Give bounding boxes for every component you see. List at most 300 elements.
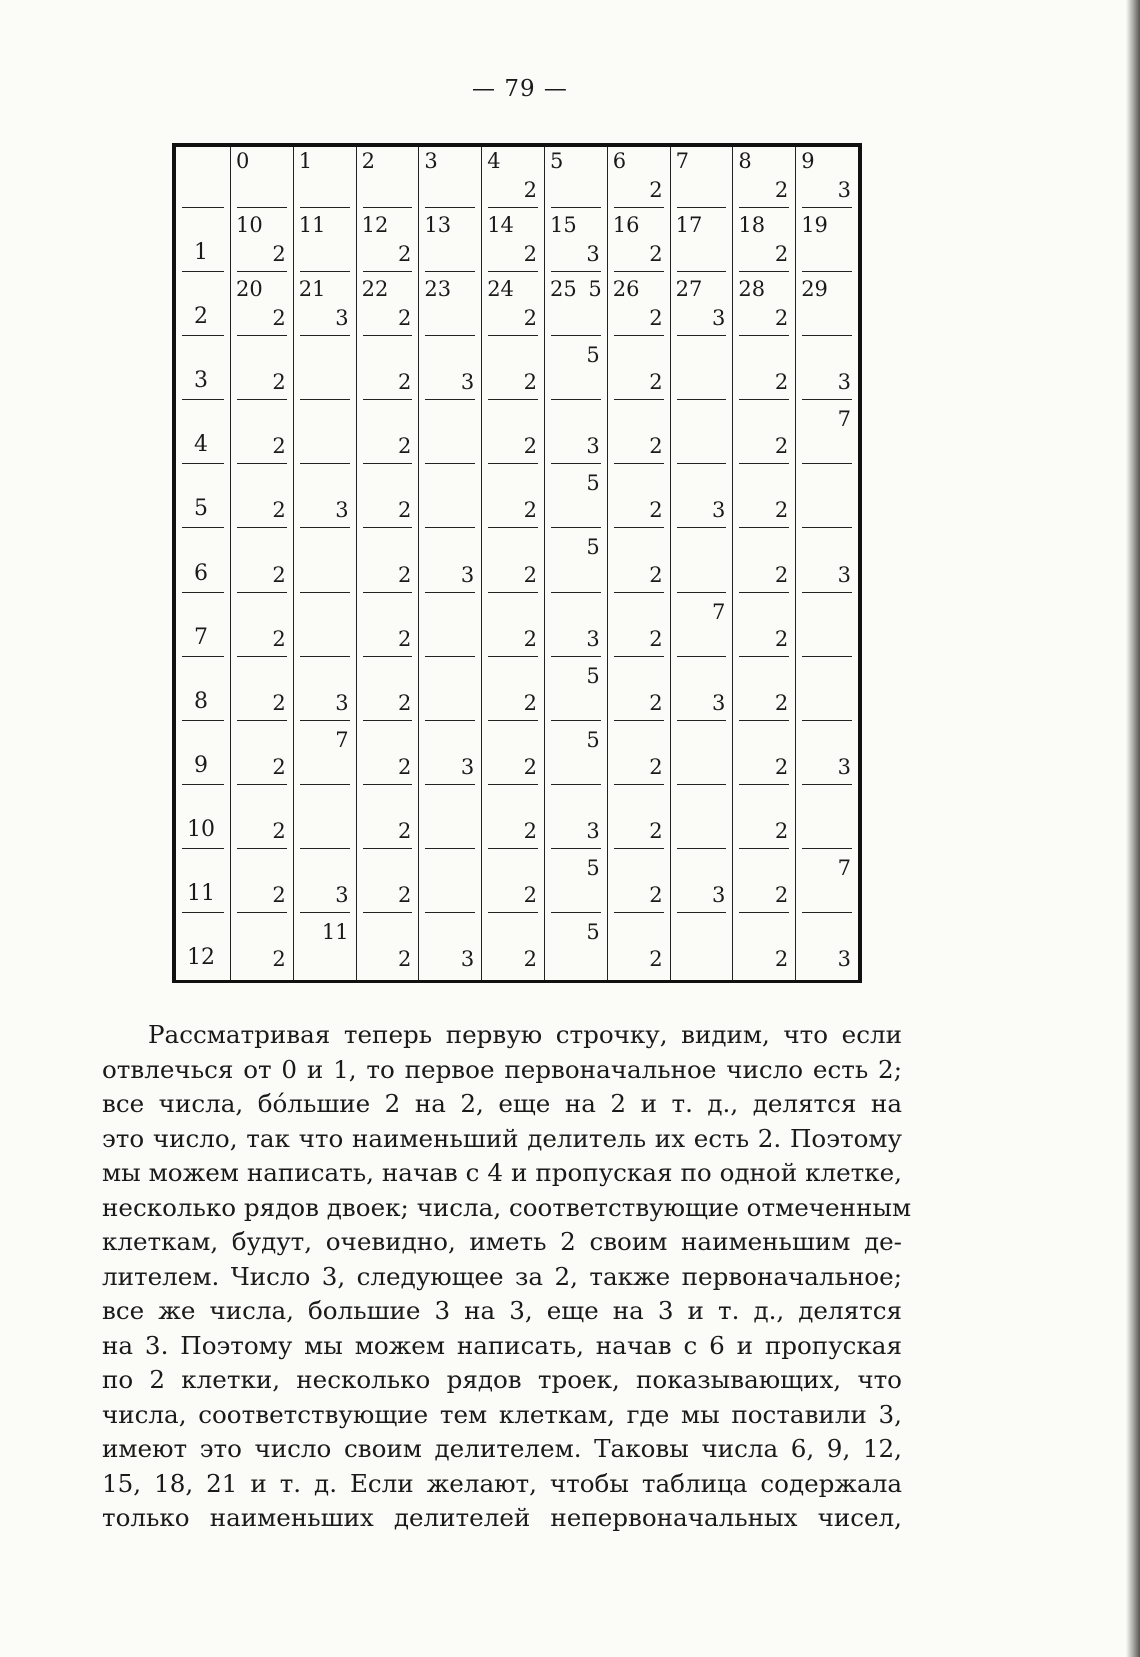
- table-cell: [356, 275, 419, 339]
- cell-divisor: 2: [523, 818, 537, 843]
- paragraph-line: мы можем написать, начав с 4 и пропуская по одной клетке,: [102, 1158, 902, 1187]
- table-cell: [670, 660, 733, 724]
- table-cell: [356, 852, 419, 916]
- table-cell: [732, 788, 795, 852]
- cell-divisor: 2: [649, 754, 663, 779]
- table-cell: [293, 788, 356, 852]
- cell-number: 26: [612, 277, 640, 302]
- cell-divisor: 3: [460, 370, 475, 395]
- table-cell: [795, 147, 858, 211]
- cell-divisor: 2: [774, 242, 789, 267]
- cell-divisor: 3: [586, 242, 600, 267]
- cell-divisor: 2: [774, 946, 789, 971]
- cell-divisor: 2: [398, 370, 412, 395]
- cell-divisor: 2: [398, 882, 412, 907]
- table-cell: [293, 275, 356, 339]
- table-cell: [293, 531, 356, 595]
- body-paragraph: [102, 1018, 912, 1536]
- table-cell: [795, 852, 858, 916]
- cell-divisor: 2: [272, 242, 286, 267]
- cell-divisor: 3: [837, 370, 851, 395]
- table-cell: [670, 596, 733, 660]
- table-cell: [607, 660, 670, 724]
- cell-divisor: 2: [523, 690, 537, 715]
- table-cell: [418, 339, 481, 403]
- page-edge-shadow: [1126, 0, 1140, 1657]
- cell-divisor: 3: [586, 626, 600, 651]
- cell-divisor: 2: [523, 370, 537, 395]
- cell-divisor: 5: [588, 277, 602, 302]
- row-label-cell: [176, 467, 230, 531]
- cell-number: 3: [424, 149, 438, 173]
- table-cell: [670, 467, 733, 531]
- table-cell: [481, 403, 544, 467]
- cell-divisor: 2: [398, 434, 412, 459]
- table-cell: [230, 724, 293, 788]
- cell-number: 6: [612, 149, 627, 173]
- table-cell: [356, 339, 419, 403]
- table-cell: [544, 724, 607, 788]
- cell-number: 5: [549, 149, 564, 173]
- cell-divisor: 2: [649, 690, 663, 715]
- cell-divisor: 3: [712, 882, 726, 907]
- cell-divisor: 2: [774, 370, 789, 395]
- table-cell: [481, 660, 544, 724]
- table-cell: [230, 596, 293, 660]
- table-cell: [230, 211, 293, 275]
- table-cell: [293, 660, 356, 724]
- cell-divisor: 2: [523, 306, 537, 331]
- row-label-cell: [176, 531, 230, 595]
- cell-divisor: 3: [586, 434, 600, 459]
- table-cell: [544, 467, 607, 531]
- cell-divisor: 2: [272, 306, 286, 331]
- cell-number: 15: [549, 213, 577, 238]
- cell-number: 21: [298, 277, 326, 302]
- cell-divisor: 2: [649, 434, 663, 459]
- cell-number: 28: [738, 277, 766, 302]
- paragraph-line: все же числа, большие 3 на 3, еще на 3 и т. д., делятся: [102, 1296, 902, 1325]
- row-label-cell: [176, 660, 230, 724]
- row-label: 8: [194, 688, 208, 714]
- cell-divisor: 2: [649, 178, 663, 203]
- cell-number: 22: [361, 277, 389, 302]
- table-cell: [481, 724, 544, 788]
- cell-number: 13: [424, 213, 452, 238]
- table-cell: [230, 339, 293, 403]
- paragraph-line: Рассматривая теперь первую строчку, видим, что если: [148, 1020, 902, 1049]
- cell-divisor: 5: [586, 535, 600, 560]
- table-cell: [418, 660, 481, 724]
- row-label-cell: [176, 275, 230, 339]
- cell-divisor: 2: [774, 690, 789, 715]
- table-cell: [418, 724, 481, 788]
- table-cell: [481, 211, 544, 275]
- cell-divisor: 2: [649, 818, 663, 843]
- cell-divisor: 2: [398, 690, 412, 715]
- table-cell: [356, 147, 419, 211]
- cell-divisor: 2: [272, 946, 286, 971]
- table-cell: [732, 531, 795, 595]
- table-cell: [670, 852, 733, 916]
- table-cell: [418, 531, 481, 595]
- table-cell: [732, 147, 795, 211]
- cell-divisor: 2: [523, 178, 537, 203]
- row-label: 10: [187, 816, 215, 842]
- table-cell: [356, 211, 419, 275]
- cell-divisor: 2: [398, 306, 412, 331]
- table-cell: [670, 275, 733, 339]
- table-cell: [795, 916, 858, 980]
- cell-divisor: 2: [649, 498, 663, 523]
- cell-divisor: 2: [523, 946, 537, 971]
- cell-divisor: 2: [272, 434, 286, 459]
- paragraph-line: на 3. Поэтому мы можем написать, начав с 6 и пропуская: [102, 1330, 902, 1360]
- table-cell: [795, 467, 858, 531]
- table-cell: [418, 596, 481, 660]
- row-label-cell: [176, 852, 230, 916]
- cell-divisor: 3: [460, 754, 475, 779]
- row-label-cell: [176, 788, 230, 852]
- table-cell: [544, 660, 607, 724]
- table-cell: [481, 467, 544, 531]
- cell-divisor: 2: [649, 946, 663, 971]
- cell-number: 12: [361, 213, 389, 238]
- table-cell: [607, 403, 670, 467]
- cell-divisor: 7: [837, 855, 851, 880]
- cell-divisor: 2: [774, 818, 789, 843]
- table-cell: [795, 275, 858, 339]
- table-cell: [732, 211, 795, 275]
- table-cell: [544, 596, 607, 660]
- cell-divisor: 2: [398, 818, 412, 843]
- table-cell: [732, 724, 795, 788]
- table-cell: [732, 403, 795, 467]
- row-label: 11: [187, 880, 215, 906]
- paragraph-line: все числа, бóльшие 2 на 2, еще на 2 и т. д., делятся на: [102, 1089, 902, 1118]
- cell-divisor: 2: [398, 626, 412, 651]
- cell-divisor: 3: [335, 498, 349, 523]
- row-label: 9: [194, 752, 208, 778]
- cell-divisor: 3: [586, 818, 600, 843]
- row-label: 7: [194, 624, 208, 650]
- table-cell: [293, 339, 356, 403]
- table-cell: [795, 211, 858, 275]
- table-cell: [607, 339, 670, 403]
- table-cell: [293, 211, 356, 275]
- page-number: — 79 —: [472, 76, 568, 102]
- table-cell: [293, 596, 356, 660]
- cell-number: 0: [236, 149, 250, 173]
- table-cell: [356, 916, 419, 980]
- table-cell: [418, 275, 481, 339]
- table-cell: [544, 531, 607, 595]
- cell-number: 16: [612, 213, 640, 238]
- cell-divisor: 3: [712, 690, 726, 715]
- cell-number: 4: [487, 149, 501, 173]
- row-label-cell: [176, 339, 230, 403]
- cell-divisor: 2: [272, 498, 286, 523]
- cell-divisor: 3: [837, 754, 851, 779]
- table-cell: [230, 147, 293, 211]
- table-cell: [607, 211, 670, 275]
- table-cell: [230, 788, 293, 852]
- row-label: 5: [194, 496, 208, 522]
- cell-number: 29: [801, 277, 828, 302]
- table-cell: [356, 788, 419, 852]
- table-cell: [293, 724, 356, 788]
- table-cell: [418, 467, 481, 531]
- divisor-table-grid: [176, 147, 858, 980]
- cell-divisor: 3: [460, 946, 475, 971]
- cell-divisor: 5: [586, 727, 600, 752]
- cell-divisor: 3: [712, 306, 726, 331]
- cell-number: 8: [738, 149, 752, 173]
- cell-divisor: 2: [398, 754, 412, 779]
- cell-number: 10: [236, 213, 263, 238]
- cell-divisor: 5: [586, 343, 600, 368]
- paragraph-line: отвлечься от 0 и 1, то первое первоначальное число есть 2;: [102, 1054, 902, 1084]
- table-cell: [418, 788, 481, 852]
- table-cell: [230, 275, 293, 339]
- paragraph-line: это число, так что наименьший делитель их есть 2. Поэтому: [102, 1123, 902, 1153]
- table-cell: [481, 275, 544, 339]
- cell-divisor: 7: [335, 727, 349, 752]
- table-cell: [481, 147, 544, 211]
- row-label: 4: [194, 432, 208, 458]
- table-cell: [732, 275, 795, 339]
- table-cell: [670, 916, 733, 980]
- cell-divisor: 2: [774, 498, 789, 523]
- table-cell: [293, 852, 356, 916]
- cell-divisor: 7: [837, 407, 851, 432]
- table-cell: [607, 852, 670, 916]
- cell-number: 18: [738, 213, 766, 238]
- cell-divisor: 3: [837, 178, 851, 203]
- table-cell: [356, 596, 419, 660]
- table-cell: [293, 916, 356, 980]
- divisor-table: [172, 143, 862, 983]
- table-cell: [795, 660, 858, 724]
- table-cell: [544, 852, 607, 916]
- cell-divisor: 5: [586, 663, 600, 688]
- cell-divisor: 2: [774, 562, 789, 587]
- row-label-cell: [176, 916, 230, 980]
- paragraph-line: имеют это число своим делителем. Таковы числа 6, 9, 12,: [102, 1434, 902, 1463]
- table-cell: [418, 403, 481, 467]
- cell-divisor: 2: [774, 882, 789, 907]
- paragraph-line: лителем. Число 3, следующее за 2, также первоначальное;: [102, 1261, 902, 1291]
- table-cell: [732, 596, 795, 660]
- table-cell: [481, 596, 544, 660]
- paragraph-line: только наименьших делителей непервоначальных чисел,: [102, 1503, 902, 1532]
- row-label: 1: [194, 240, 208, 266]
- cell-number: 2: [361, 149, 375, 173]
- table-cell: [795, 403, 858, 467]
- table-cell: [544, 275, 607, 339]
- table-cell: [356, 467, 419, 531]
- table-cell: [481, 339, 544, 403]
- table-cell: [481, 788, 544, 852]
- cell-divisor: 2: [398, 242, 412, 267]
- table-cell: [795, 724, 858, 788]
- table-cell: [732, 852, 795, 916]
- table-cell: [356, 403, 419, 467]
- cell-number: 14: [487, 213, 514, 238]
- table-cell: [670, 211, 733, 275]
- table-cell: [418, 147, 481, 211]
- cell-divisor: 3: [837, 562, 851, 587]
- table-cell: [293, 403, 356, 467]
- table-cell: [607, 788, 670, 852]
- table-cell: [544, 147, 607, 211]
- row-label: 12: [187, 944, 215, 970]
- cell-divisor: 2: [272, 882, 286, 907]
- cell-divisor: 2: [774, 626, 789, 651]
- cell-number: 7: [675, 149, 689, 173]
- table-cell: [544, 788, 607, 852]
- cell-number: 9: [801, 149, 815, 173]
- cell-divisor: 2: [272, 626, 286, 651]
- cell-divisor: 2: [523, 754, 537, 779]
- table-cell: [481, 531, 544, 595]
- cell-divisor: 3: [335, 306, 349, 331]
- table-cell: [230, 852, 293, 916]
- table-cell: [670, 339, 733, 403]
- table-cell: [356, 531, 419, 595]
- table-cell: [293, 467, 356, 531]
- cell-number: 1: [298, 149, 313, 173]
- table-cell: [356, 724, 419, 788]
- cell-divisor: 3: [460, 562, 475, 587]
- table-cell: [795, 788, 858, 852]
- paragraph-line: числа, соответствующие тем клеткам, где мы поставили 3,: [102, 1399, 902, 1429]
- table-cell: [795, 596, 858, 660]
- cell-divisor: 2: [649, 306, 663, 331]
- row-label: 6: [194, 560, 208, 586]
- table-cell: [670, 147, 733, 211]
- cell-divisor: 2: [272, 370, 286, 395]
- cell-divisor: 2: [523, 242, 537, 267]
- cell-divisor: 11: [321, 919, 349, 944]
- cell-divisor: 2: [272, 754, 286, 779]
- cell-number: 19: [801, 213, 828, 238]
- table-cell: [356, 660, 419, 724]
- table-cell: [732, 660, 795, 724]
- paragraph-line: по 2 клетки, несколько рядов троек, показывающих, что: [102, 1365, 902, 1394]
- table-cell: [418, 852, 481, 916]
- table-cell: [230, 660, 293, 724]
- table-cell: [732, 916, 795, 980]
- table-cell: [230, 531, 293, 595]
- cell-divisor: 2: [649, 626, 663, 651]
- table-cell: [544, 403, 607, 467]
- table-cell: [607, 531, 670, 595]
- table-cell: [732, 339, 795, 403]
- cell-divisor: 3: [837, 946, 851, 971]
- table-cell: [230, 403, 293, 467]
- cell-number: 27: [675, 277, 703, 302]
- paragraph-line: клеткам, будут, очевидно, иметь 2 своим наименьшим де-: [102, 1227, 902, 1256]
- row-label: 3: [194, 368, 208, 394]
- table-cell: [418, 211, 481, 275]
- cell-divisor: 2: [649, 242, 663, 267]
- cell-number: 23: [424, 277, 452, 302]
- cell-divisor: 2: [398, 946, 412, 971]
- cell-divisor: 2: [523, 434, 537, 459]
- table-cell: [418, 916, 481, 980]
- cell-divisor: 2: [398, 498, 412, 523]
- table-cell: [481, 852, 544, 916]
- cell-divisor: 2: [649, 562, 663, 587]
- table-cell: [544, 916, 607, 980]
- cell-divisor: 2: [774, 434, 789, 459]
- table-cell: [670, 724, 733, 788]
- cell-divisor: 2: [523, 626, 537, 651]
- cell-number: 11: [298, 213, 326, 238]
- table-cell: [607, 275, 670, 339]
- paragraph-line: 15, 18, 21 и т. д. Если желают, чтобы таблица содержала: [102, 1468, 902, 1498]
- paragraph-line: несколько рядов двоек; числа, соответствующие отмеченным: [102, 1192, 912, 1222]
- cell-divisor: 3: [335, 690, 349, 715]
- cell-divisor: 2: [272, 818, 286, 843]
- cell-divisor: 2: [272, 690, 286, 715]
- cell-divisor: 2: [272, 562, 286, 587]
- table-cell: [293, 147, 356, 211]
- table-cell: [481, 916, 544, 980]
- table-cell: [544, 211, 607, 275]
- cell-divisor: 5: [586, 855, 600, 880]
- cell-number: 17: [675, 213, 703, 238]
- row-label: 2: [194, 304, 208, 330]
- cell-divisor: 2: [398, 562, 412, 587]
- table-cell: [670, 531, 733, 595]
- table-cell: [607, 724, 670, 788]
- table-cell: [732, 467, 795, 531]
- table-cell: [607, 147, 670, 211]
- table-cell: [230, 916, 293, 980]
- cell-number: 24: [487, 277, 514, 302]
- cell-divisor: 2: [523, 498, 537, 523]
- cell-divisor: 2: [649, 882, 663, 907]
- table-cell: [607, 596, 670, 660]
- cell-divisor: 2: [523, 882, 537, 907]
- cell-divisor: 5: [586, 471, 600, 496]
- table-cell: [544, 339, 607, 403]
- table-cell: [607, 916, 670, 980]
- cell-number: 25: [549, 277, 577, 302]
- row-label-cell: [176, 211, 230, 275]
- cell-divisor: 7: [712, 599, 726, 624]
- cell-divisor: 2: [774, 754, 789, 779]
- cell-divisor: 2: [774, 178, 789, 203]
- cell-divisor: 2: [523, 562, 537, 587]
- table-cell: [607, 467, 670, 531]
- cell-divisor: 2: [649, 370, 663, 395]
- cell-divisor: 3: [712, 498, 726, 523]
- row-label-cell: [176, 724, 230, 788]
- cell-number: 20: [236, 277, 263, 302]
- table-cell: [230, 467, 293, 531]
- row-label-cell: [176, 147, 230, 211]
- cell-divisor: 3: [335, 882, 349, 907]
- table-cell: [795, 339, 858, 403]
- cell-divisor: 5: [586, 919, 600, 944]
- row-label-cell: [176, 596, 230, 660]
- row-label-cell: [176, 403, 230, 467]
- table-cell: [670, 788, 733, 852]
- cell-divisor: 2: [774, 306, 789, 331]
